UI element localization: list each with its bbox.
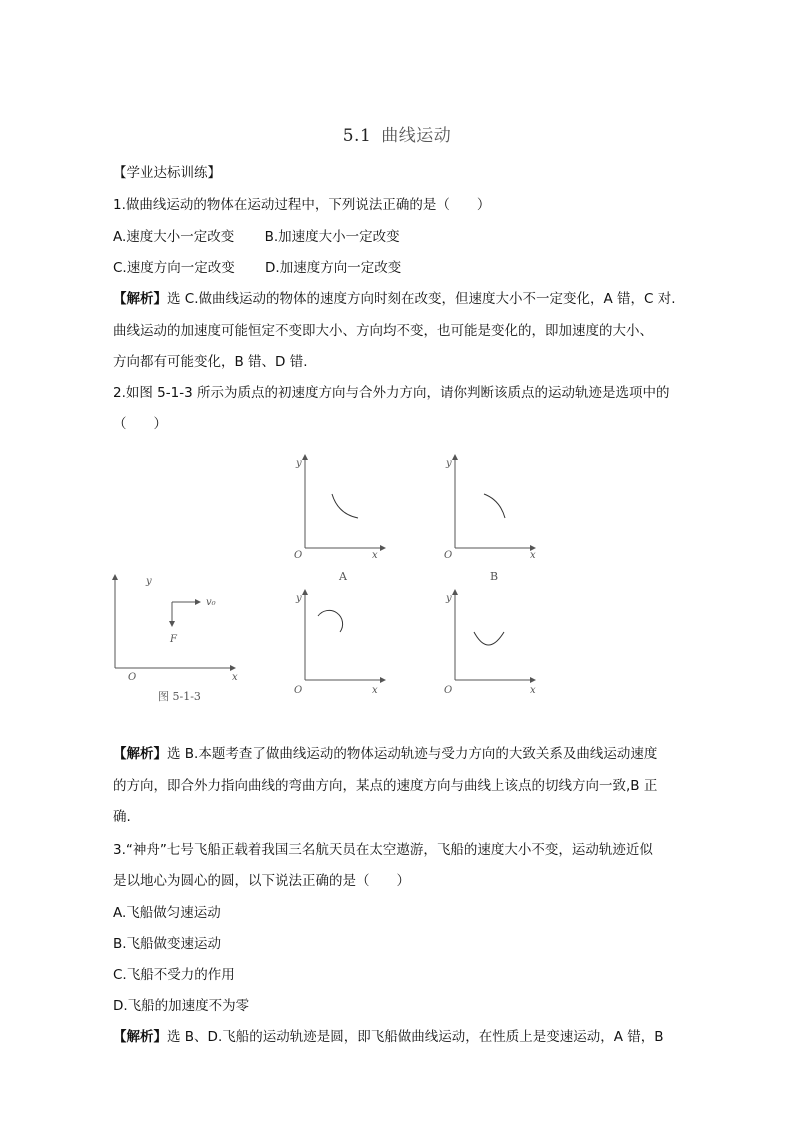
d-trajectory — [474, 632, 504, 645]
q1-option-b: B.加速度大小一定改变 — [264, 229, 400, 245]
q3-analysis-text-1: 选 B、D.飞船的运动轨迹是圆，即飞船做曲线运动，在性质上是变速运动，A 错，B — [167, 1029, 664, 1045]
q2-analysis-line-3: 确. — [113, 809, 131, 825]
q1-analysis-label: 【解析】 — [113, 291, 167, 307]
q1-option-a: A.速度大小一定改变 — [113, 229, 235, 245]
q3-option-d: D.飞船的加速度不为零 — [113, 998, 250, 1014]
q3-option-c: C.飞船不受力的作用 — [113, 967, 235, 983]
b-origin-label: O — [444, 550, 453, 561]
a-trajectory — [332, 494, 358, 518]
d-y-label: y — [446, 593, 452, 604]
option-d-graph — [444, 590, 536, 696]
q1-analysis-line-1 — [113, 289, 676, 309]
d-x-label: x — [530, 685, 536, 696]
a-caption: A — [339, 570, 347, 583]
option-a-graph — [294, 455, 385, 583]
ref-origin-label: O — [128, 672, 137, 683]
q3-stem-line-1: 3.“神舟”七号飞船正载着我国三名航天员在太空遨游，飞船的速度大小不变，运动轨迹近似 — [113, 842, 653, 858]
a-x-label: x — [372, 550, 378, 561]
page-title — [0, 121, 794, 146]
q1-options-row-1 — [113, 227, 400, 247]
ref-caption: 图 5-1-3 — [158, 690, 201, 703]
q2-stem-line-2: （ ） — [113, 416, 167, 432]
q1-analysis-text-1: 选 C.做曲线运动的物体的速度方向时刻在改变，但速度大小不一定变化，A 错，C 对. — [167, 291, 676, 307]
b-y-label: y — [446, 458, 452, 469]
q1-analysis-line-2: 曲线运动的加速度可能恒定不变即大小、方向均不变，也可能是变化的，即加速度的大小、 — [113, 323, 653, 339]
option-b-graph — [444, 455, 536, 583]
q3-analysis-line-1 — [113, 1027, 664, 1047]
q2-analysis-line-1 — [113, 744, 657, 764]
c-trajectory — [318, 610, 343, 632]
q3-option-b: B.飞船做变速运动 — [113, 936, 222, 952]
section-heading: 【学业达标训练】 — [113, 165, 221, 181]
c-origin-label: O — [294, 685, 303, 696]
ref-y-label: y — [146, 576, 152, 587]
q2-figure-svg — [110, 450, 580, 710]
q2-figure — [110, 450, 580, 710]
c-x-label: x — [372, 685, 378, 696]
b-x-label: x — [530, 550, 536, 561]
q2-stem-line-1: 2.如图 5-1-3 所示为质点的初速度方向与合外力方向，请你判断该质点的运动轨迹是选项中的 — [113, 385, 670, 401]
q1-analysis-line-3: 方向都有可能变化，B 错、D 错. — [113, 354, 308, 370]
a-origin-label: O — [294, 550, 303, 561]
c-y-label: y — [296, 593, 302, 604]
q1-option-c: C.速度方向一定改变 — [113, 260, 235, 276]
d-origin-label: O — [444, 685, 453, 696]
q2-analysis-text-1: 选 B.本题考查了做曲线运动的物体运动轨迹与受力方向的大致关系及曲线运动速度 — [167, 746, 658, 762]
q3-analysis-label: 【解析】 — [113, 1029, 167, 1045]
b-trajectory — [484, 494, 505, 518]
q3-option-a: A.飞船做匀速运动 — [113, 905, 221, 921]
force-label: F — [170, 634, 177, 645]
q2-analysis-line-2: 的方向，即合外力指向曲线的弯曲方向，某点的速度方向与曲线上该点的切线方向一致,B 正 — [113, 778, 658, 794]
title-text: 曲线运动 — [381, 126, 452, 146]
q1-option-d: D.加速度方向一定改变 — [265, 260, 402, 276]
v0-label: v₀ — [206, 597, 216, 608]
q2-analysis-label: 【解析】 — [113, 746, 167, 762]
reference-figure — [115, 575, 238, 703]
q3-stem-line-2: 是以地心为圆心的圆，以下说法正确的是（ ） — [113, 873, 410, 889]
title-number: 5.1 — [342, 126, 372, 146]
ref-x-label: x — [232, 672, 238, 683]
option-c-graph — [294, 590, 385, 696]
q1-stem: 1.做曲线运动的物体在运动过程中，下列说法正确的是（ ） — [113, 197, 491, 213]
q1-options-row-2 — [113, 258, 401, 278]
b-caption: B — [490, 570, 499, 583]
a-y-label: y — [296, 458, 302, 469]
